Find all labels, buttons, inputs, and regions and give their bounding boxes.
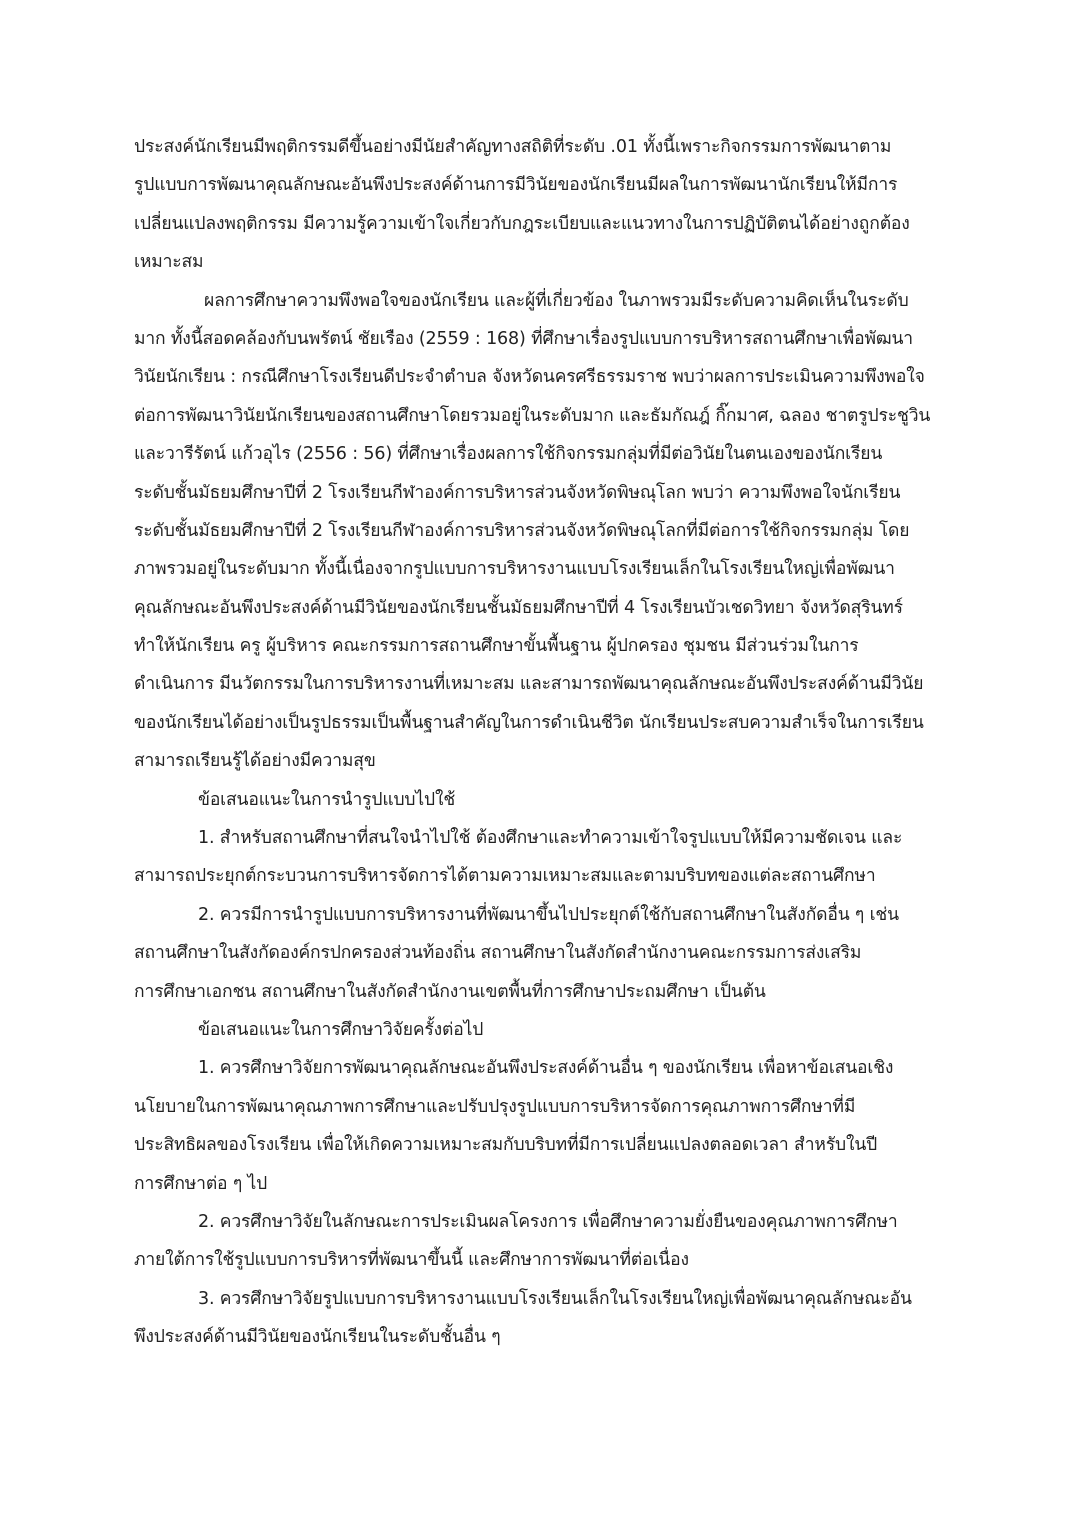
paragraph-line: ระดับชั้นมัธยมศึกษาปีที่ 2 โรงเรียนกีฬาองค์การบริหารส่วนจังหวัดพิษณุโลกที่มีต่อการใช้กิจกรรมกลุ่ม โดย	[134, 520, 910, 541]
list-item-line: พึงประสงค์ด้านมีวินัยของนักเรียนในระดับชั้นอื่น ๆ	[134, 1327, 501, 1348]
paragraph-line: ประสงค์นักเรียนมีพฤติกรรมดีขึ้นอย่างมีนัยสำคัญทางสถิติที่ระดับ .01 ทั้งนี้เพราะกิจกรรมการพัฒนาตาม	[134, 137, 892, 157]
paragraph-line: ทำให้นักเรียน ครู ผู้บริหาร คณะกรรมการสถานศึกษาขั้นพื้นฐาน ผู้ปกครอง ชุมชน มีส่วนร่วมในการ	[134, 636, 859, 657]
paragraph-line: เปลี่ยนแปลงพฤติกรรม มีความรู้ความเข้าใจเกี่ยวกับกฎระเบียบและแนวทางในการปฏิบัติตนได้อย่างถูกต้อง	[134, 213, 910, 234]
paragraph-line: ต่อการพัฒนาวินัยนักเรียนของสถานศึกษาโดยรวมอยู่ในระดับมาก และธัมกัณฎ์ กิ๊กมาศ, ฉลอง ชาตรูประชูวิน	[134, 405, 931, 426]
list-item-line: การศึกษาต่อ ๆ ไป	[134, 1173, 268, 1194]
list-item-line: 1. สำหรับสถานศึกษาที่สนใจนำไปใช้ ต้องศึกษาและทำความเข้าใจรูปแบบให้มีความชัดเจน และ	[198, 828, 903, 849]
document-body	[134, 128, 956, 1357]
paragraph-line: เหมาะสม	[134, 252, 204, 273]
section-heading: ข้อเสนอแนะในการศึกษาวิจัยครั้งต่อไป	[198, 1019, 484, 1040]
paragraph-line: ของนักเรียนได้อย่างเป็นรูปธรรมเป็นพื้นฐานสำคัญในการดำเนินชีวิต นักเรียนประสบความสำเร็จในการเรียน	[134, 712, 924, 733]
list-item-line: ประสิทธิผลของโรงเรียน เพื่อให้เกิดความเหมาะสมกับบริบทที่มีการเปลี่ยนแปลงตลอดเวลา สำหรับในปี	[134, 1135, 878, 1156]
paragraph-line: รูปแบบการพัฒนาคุณลักษณะอันพึงประสงค์ด้านการมีวินัยของนักเรียนมีผลในการพัฒนานักเรียนให้มีการ	[134, 175, 898, 196]
list-item-line: สถานศึกษาในสังกัดองค์กรปกครองส่วนท้องถิ่น สถานศึกษาในสังกัดสำนักงานคณะกรรมการส่งเสริม	[134, 943, 862, 964]
paragraph-line: ระดับชั้นมัธยมศึกษาปีที่ 2 โรงเรียนกีฬาองค์การบริหารส่วนจังหวัดพิษณุโลก พบว่า ความพึงพอใจนักเรียน	[134, 482, 901, 503]
section-heading: ข้อเสนอแนะในการนำรูปแบบไปใช้	[198, 789, 456, 810]
paragraph-line: และวารีรัตน์ แก้วอุไร (2556 : 56) ที่ศึกษาเรื่องผลการใช้กิจกรรมกลุ่มที่มีต่อวินัยในตนเองของนักเรียน	[134, 444, 883, 465]
list-item-line: 2. ควรมีการนำรูปแบบการบริหารงานที่พัฒนาขึ้นไปประยุกต์ใช้กับสถานศึกษาในสังกัดอื่น ๆ เช่น	[198, 904, 899, 925]
paragraph-line: ดำเนินการ มีนวัตกรรมในการบริหารงานที่เหมาะสม และสามารถพัฒนาคุณลักษณะอันพึงประสงค์ด้านมีวินัย	[134, 674, 924, 695]
paragraph-line: วินัยนักเรียน : กรณีศึกษาโรงเรียนดีประจำตำบล จังหวัดนครศรีธรรมราช พบว่าผลการประเมินความพึงพอใจ	[134, 367, 925, 388]
list-item-line: ภายใต้การใช้รูปแบบการบริหารที่พัฒนาขึ้นนี้ และศึกษาการพัฒนาที่ต่อเนื่อง	[134, 1250, 689, 1271]
paragraph-line: มาก ทั้งนี้สอดคล้องกับนพรัตน์ ชัยเรือง (2559 : 168) ที่ศึกษาเรื่องรูปแบบการบริหารสถานศึกษาเพื่อพัฒนา	[134, 328, 913, 349]
paragraph-line: ผลการศึกษาความพึงพอใจของนักเรียน และผู้ที่เกี่ยวข้อง ในภาพรวมมีระดับความคิดเห็นในระดับ	[204, 290, 909, 311]
list-item-line: 1. ควรศึกษาวิจัยการพัฒนาคุณลักษณะอันพึงประสงค์ด้านอื่น ๆ ของนักเรียน เพื่อหาข้อเสนอเชิง	[198, 1058, 894, 1079]
list-item-line: 2. ควรศึกษาวิจัยในลักษณะการประเมินผลโครงการ เพื่อศึกษาความยั่งยืนของคุณภาพการศึกษา	[198, 1211, 898, 1232]
paragraph-line: สามารถเรียนรู้ได้อย่างมีความสุข	[134, 751, 376, 772]
list-item-line: สามารถประยุกต์กระบวนการบริหารจัดการได้ตามความเหมาะสมและตามบริบทของแต่ละสถานศึกษา	[134, 866, 876, 887]
paragraph-line: คุณลักษณะอันพึงประสงค์ด้านมีวินัยของนักเรียนชั้นมัธยมศึกษาปีที่ 4 โรงเรียนบัวเชดวิทยา จังหวัดสุรินทร์	[134, 597, 903, 618]
list-item-line: นโยบายในการพัฒนาคุณภาพการศึกษาและปรับปรุงรูปแบบการบริหารจัดการคุณภาพการศึกษาที่มี	[134, 1096, 856, 1117]
list-item-line: การศึกษาเอกชน สถานศึกษาในสังกัดสำนักงานเขตพื้นที่การศึกษาประถมศึกษา เป็นต้น	[134, 981, 766, 1002]
list-item-line: 3. ควรศึกษาวิจัยรูปแบบการบริหารงานแบบโรงเรียนเล็กในโรงเรียนใหญ่เพื่อพัฒนาคุณลักษณะอัน	[198, 1288, 912, 1309]
paragraph-line: ภาพรวมอยู่ในระดับมาก ทั้งนี้เนื่องจากรูปแบบการบริหารงานแบบโรงเรียนเล็กในโรงเรียนใหญ่เพื่อพัฒนา	[134, 559, 895, 580]
